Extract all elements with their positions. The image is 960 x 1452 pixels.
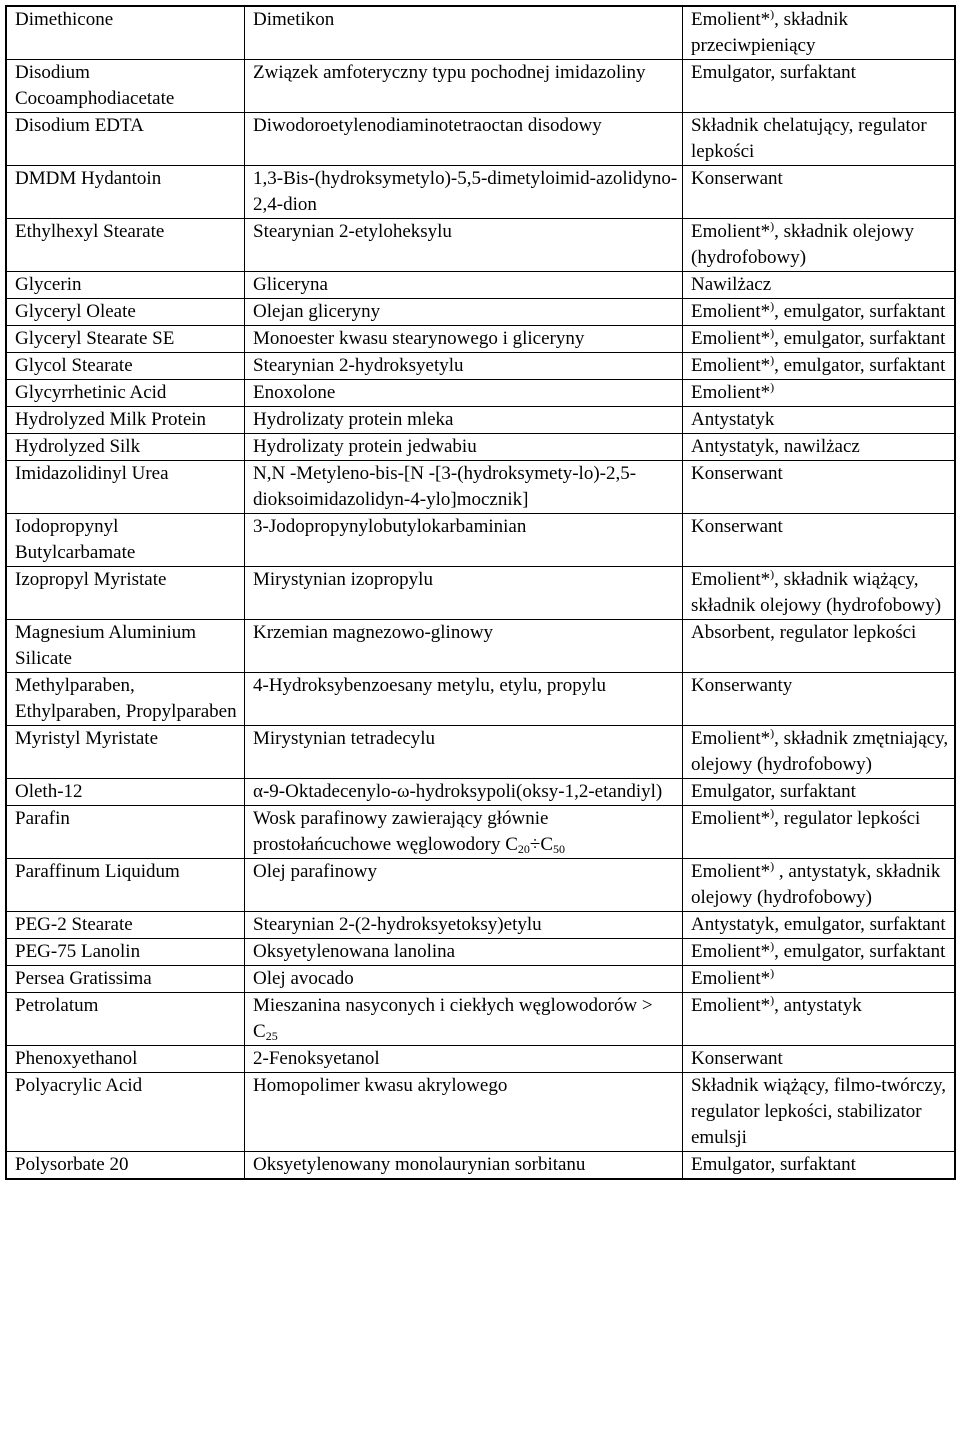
subscript-mark: 25 — [265, 1029, 278, 1043]
inci-name-cell: DMDM Hydantoin — [7, 166, 245, 219]
table-row — [7, 166, 955, 219]
text-segment: , emulgator, surfaktant — [774, 328, 946, 349]
table-row — [7, 1073, 955, 1152]
inci-name-cell: Magnesium Aluminium Silicate — [7, 620, 245, 673]
superscript-mark: ) — [770, 726, 775, 740]
text-segment: Konserwant — [691, 168, 783, 189]
table-row — [7, 299, 955, 326]
superscript-mark: ) — [770, 859, 775, 873]
text-segment: , emulgator, surfaktant — [774, 941, 946, 962]
inci-name-cell: Oleth-12 — [7, 779, 245, 806]
table-row — [7, 859, 955, 912]
function-cell — [683, 166, 955, 219]
inci-name-cell: Paraffinum Liquidum — [7, 859, 245, 912]
polish-name-cell — [245, 993, 683, 1046]
text-segment: Emulgator, surfaktant — [691, 62, 856, 83]
polish-name-cell — [245, 806, 683, 859]
function-cell — [683, 7, 955, 60]
text-segment: , składnik przeciwpieniący — [691, 9, 849, 56]
text-segment: , emulgator, surfaktant — [774, 301, 946, 322]
table-row — [7, 673, 955, 726]
function-cell — [683, 272, 955, 299]
text-segment: Absorbent, regulator lepkości — [691, 622, 917, 643]
function-cell — [683, 299, 955, 326]
superscript-mark: ) — [770, 326, 775, 340]
inci-name-cell: PEG-2 Stearate — [7, 912, 245, 939]
inci-name-cell: Disodium EDTA — [7, 113, 245, 166]
table-row — [7, 939, 955, 966]
polish-name-cell: Mirystynian tetradecylu — [245, 726, 683, 779]
inci-name-cell: Methylparaben, Ethylparaben, Propylparaben — [7, 673, 245, 726]
function-cell — [683, 219, 955, 272]
polish-name-cell: 2-Fenoksyetanol — [245, 1046, 683, 1073]
text-segment: ÷C — [529, 834, 553, 855]
polish-name-cell: Homopolimer kwasu akrylowego — [245, 1073, 683, 1152]
text-segment: Mieszanina nasyconych i ciekłych węglowodorów > C — [253, 995, 653, 1042]
superscript-mark: ) — [770, 299, 775, 313]
text-segment: Konserwanty — [691, 675, 793, 696]
polish-name-cell: Związek amfoteryczny typu pochodnej imidazoliny — [245, 60, 683, 113]
text-segment: Emolient* — [691, 808, 771, 829]
inci-name-cell: Glycol Stearate — [7, 353, 245, 380]
ingredients-table — [6, 6, 955, 1179]
table-row — [7, 1046, 955, 1073]
table-row — [7, 993, 955, 1046]
text-segment: , antystatyk — [774, 995, 862, 1016]
superscript-mark: ) — [770, 567, 775, 581]
inci-name-cell: Glyceryl Oleate — [7, 299, 245, 326]
inci-name-cell: Izopropyl Myristate — [7, 567, 245, 620]
table-row — [7, 434, 955, 461]
table-row — [7, 806, 955, 859]
polish-name-cell: Oksyetylenowany monolaurynian sorbitanu — [245, 1152, 683, 1179]
inci-name-cell: Persea Gratissima — [7, 966, 245, 993]
polish-name-cell: Mirystynian izopropylu — [245, 567, 683, 620]
polish-name-cell: Gliceryna — [245, 272, 683, 299]
text-segment: Emolient* — [691, 221, 771, 242]
function-cell — [683, 912, 955, 939]
function-cell — [683, 939, 955, 966]
text-segment: Konserwant — [691, 463, 783, 484]
inci-name-cell: Dimethicone — [7, 7, 245, 60]
superscript-mark: ) — [770, 353, 775, 367]
text-segment: Emolient* — [691, 382, 771, 403]
function-cell — [683, 461, 955, 514]
table-row — [7, 272, 955, 299]
inci-name-cell: Polyacrylic Acid — [7, 1073, 245, 1152]
text-segment: Konserwant — [691, 1048, 783, 1069]
text-segment: , składnik zmętniający, olejowy (hydrofobowy) — [691, 728, 949, 775]
table-row — [7, 60, 955, 113]
text-segment: Emolient* — [691, 569, 771, 590]
table-row — [7, 966, 955, 993]
inci-name-cell: Polysorbate 20 — [7, 1152, 245, 1179]
text-segment: Emolient* — [691, 355, 771, 376]
subscript-mark: 20 — [517, 842, 530, 856]
text-segment: Konserwant — [691, 516, 783, 537]
text-segment: , składnik wiążący, składnik olejowy (hydrofobowy) — [691, 569, 942, 616]
polish-name-cell: Krzemian magnezowo-glinowy — [245, 620, 683, 673]
function-cell — [683, 60, 955, 113]
text-segment: Nawilżacz — [691, 274, 772, 295]
function-cell — [683, 966, 955, 993]
inci-name-cell: Hydrolyzed Milk Protein — [7, 407, 245, 434]
superscript-mark: ) — [770, 993, 775, 1007]
superscript-mark: ) — [770, 939, 775, 953]
superscript-mark: ) — [770, 380, 775, 394]
subscript-mark: 50 — [553, 842, 565, 856]
function-cell — [683, 380, 955, 407]
polish-name-cell: 4-Hydroksybenzoesany metylu, etylu, propylu — [245, 673, 683, 726]
superscript-mark: ) — [770, 806, 775, 820]
inci-name-cell: PEG-75 Lanolin — [7, 939, 245, 966]
function-cell — [683, 673, 955, 726]
function-cell — [683, 1152, 955, 1179]
polish-name-cell: N,N -Metyleno-bis-[N -[3-(hydroksymety-lo)-2,5-dioksoimidazolidyn-4-ylo]mocznik] — [245, 461, 683, 514]
polish-name-cell: Dimetikon — [245, 7, 683, 60]
polish-name-cell: Monoester kwasu stearynowego i gliceryny — [245, 326, 683, 353]
table-row — [7, 7, 955, 60]
function-cell — [683, 326, 955, 353]
text-segment: Antystatyk — [691, 409, 775, 430]
function-cell — [683, 779, 955, 806]
ingredients-table-body — [7, 7, 955, 1179]
polish-name-cell: Oksyetylenowana lanolina — [245, 939, 683, 966]
function-cell — [683, 407, 955, 434]
inci-name-cell: Phenoxyethanol — [7, 1046, 245, 1073]
polish-name-cell: 3-Jodopropynylobutylokarbaminian — [245, 514, 683, 567]
table-row — [7, 219, 955, 272]
superscript-mark: ) — [770, 7, 775, 21]
superscript-mark: ) — [770, 219, 775, 233]
function-cell — [683, 434, 955, 461]
polish-name-cell: Hydrolizaty protein mleka — [245, 407, 683, 434]
polish-name-cell: 1,3-Bis-(hydroksymetylo)-5,5-dimetyloimid-azolidyno-2,4-dion — [245, 166, 683, 219]
text-segment: Emolient* — [691, 941, 771, 962]
function-cell — [683, 1073, 955, 1152]
polish-name-cell: Stearynian 2-etyloheksylu — [245, 219, 683, 272]
polish-name-cell: Stearynian 2-(2-hydroksyetoksy)etylu — [245, 912, 683, 939]
inci-name-cell: Glyceryl Stearate SE — [7, 326, 245, 353]
text-segment: Antystatyk, nawilżacz — [691, 436, 860, 457]
function-cell — [683, 514, 955, 567]
inci-name-cell: Hydrolyzed Silk — [7, 434, 245, 461]
inci-name-cell: Glycerin — [7, 272, 245, 299]
text-segment: Emolient* — [691, 728, 771, 749]
text-segment: Składnik wiążący, filmo-twórczy, regulator lepkości, stabilizator emulsji — [691, 1075, 947, 1148]
polish-name-cell: Olejan gliceryny — [245, 299, 683, 326]
table-row — [7, 514, 955, 567]
text-segment: Wosk parafinowy zawierający głównie prostołańcuchowe węglowodory C — [253, 808, 549, 855]
table-row — [7, 912, 955, 939]
function-cell — [683, 567, 955, 620]
function-cell — [683, 806, 955, 859]
text-segment: , antystatyk, składnik olejowy (hydrofobowy) — [691, 861, 941, 908]
inci-name-cell: Imidazolidinyl Urea — [7, 461, 245, 514]
text-segment: Emolient* — [691, 301, 771, 322]
text-segment: Emolient* — [691, 968, 771, 989]
function-cell — [683, 859, 955, 912]
text-segment: Emolient* — [691, 995, 771, 1016]
function-cell — [683, 113, 955, 166]
polish-name-cell: Diwodoroetylenodiaminotetraoctan disodowy — [245, 113, 683, 166]
polish-name-cell: Hydrolizaty protein jedwabiu — [245, 434, 683, 461]
polish-name-cell: Olej avocado — [245, 966, 683, 993]
table-row — [7, 461, 955, 514]
text-segment: Antystatyk, emulgator, surfaktant — [691, 914, 946, 935]
text-segment: , emulgator, surfaktant — [774, 355, 946, 376]
table-row — [7, 326, 955, 353]
table-row — [7, 380, 955, 407]
table-row — [7, 1152, 955, 1179]
inci-name-cell: Petrolatum — [7, 993, 245, 1046]
text-segment: Emolient* — [691, 328, 771, 349]
table-row — [7, 113, 955, 166]
inci-name-cell: Glycyrrhetinic Acid — [7, 380, 245, 407]
text-segment: , składnik olejowy (hydrofobowy) — [691, 221, 915, 268]
polish-name-cell: Stearynian 2-hydroksyetylu — [245, 353, 683, 380]
inci-name-cell: Disodium Cocoamphodiacetate — [7, 60, 245, 113]
table-row — [7, 726, 955, 779]
function-cell — [683, 993, 955, 1046]
table-row — [7, 620, 955, 673]
inci-name-cell: Parafin — [7, 806, 245, 859]
text-segment: Składnik chelatujący, regulator lepkości — [691, 115, 927, 162]
text-segment: Emolient* — [691, 9, 771, 30]
inci-name-cell: Iodopropynyl Butylcarbamate — [7, 514, 245, 567]
function-cell — [683, 1046, 955, 1073]
polish-name-cell: α-9-Oktadecenylo-ω-hydroksypoli(oksy-1,2-etandiyl) — [245, 779, 683, 806]
table-row — [7, 407, 955, 434]
superscript-mark: ) — [770, 966, 775, 980]
text-segment: Emulgator, surfaktant — [691, 781, 856, 802]
table-row — [7, 567, 955, 620]
text-segment: Emolient* — [691, 861, 771, 882]
table-row — [7, 779, 955, 806]
function-cell — [683, 620, 955, 673]
polish-name-cell: Olej parafinowy — [245, 859, 683, 912]
text-segment: , regulator lepkości — [774, 808, 921, 829]
function-cell — [683, 353, 955, 380]
function-cell — [683, 726, 955, 779]
polish-name-cell: Enoxolone — [245, 380, 683, 407]
inci-name-cell: Ethylhexyl Stearate — [7, 219, 245, 272]
table-row — [7, 353, 955, 380]
inci-name-cell: Myristyl Myristate — [7, 726, 245, 779]
text-segment: Emulgator, surfaktant — [691, 1154, 856, 1175]
